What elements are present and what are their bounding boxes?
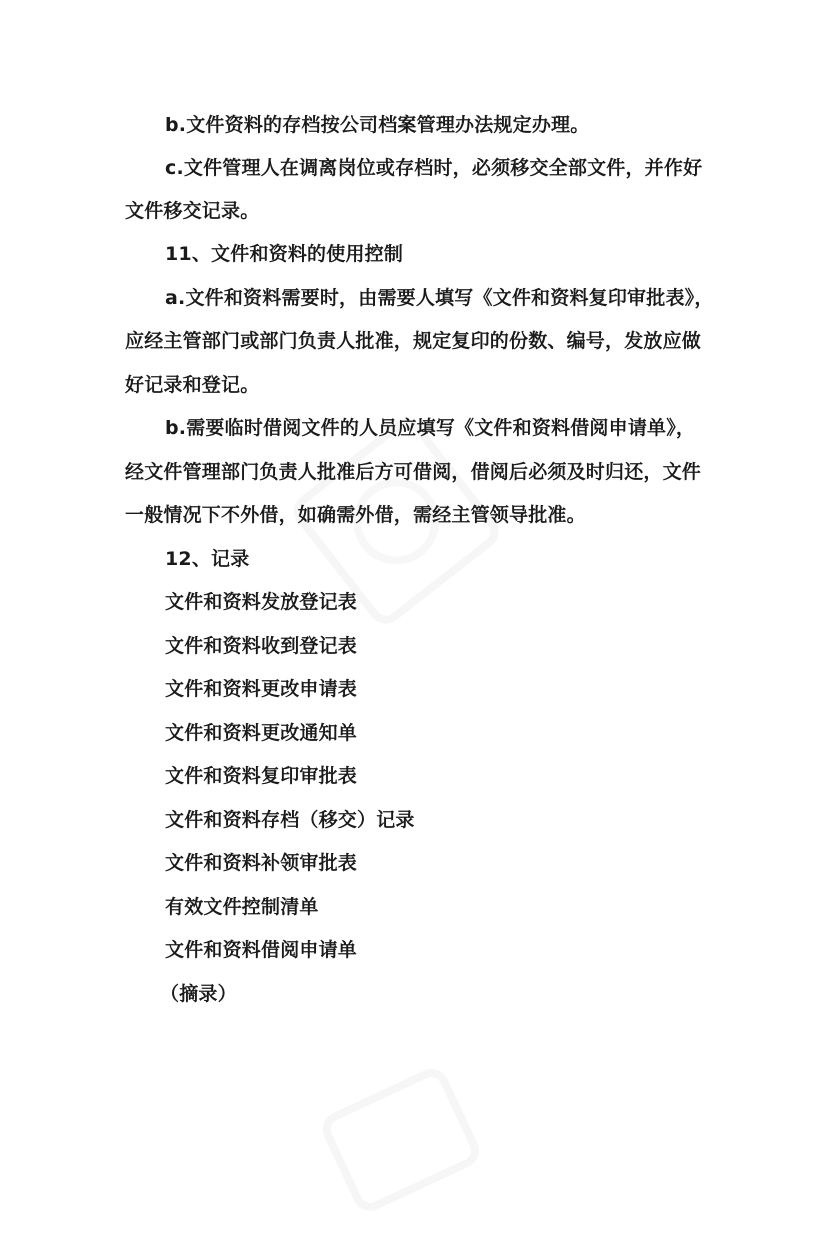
record-item: 文件和资料借阅申请单 (165, 939, 358, 961)
text-line: c.文件管理人在调离岗位或存档时，必须移交全部文件，并作好 (165, 157, 703, 179)
text-line: 应经主管部门或部门负责人批准，规定复印的份数、编号，发放应做 (125, 330, 702, 352)
text-line: b.需要临时借阅文件的人员应填写《文件和资料借阅申请单》， (165, 417, 696, 439)
text-line: 经文件管理部门负责人批准后方可借阅，借阅后必须及时归还，文件 (125, 461, 702, 483)
record-item: 有效文件控制清单 (165, 896, 319, 918)
text-line: 文件移交记录。 (125, 200, 260, 222)
section-heading: 12、记录 (165, 548, 250, 570)
record-item: 文件和资料更改申请表 (165, 678, 358, 700)
record-item: 文件和资料复印审批表 (165, 765, 358, 787)
text-line: a.文件和资料需要时，由需要人填写《文件和资料复印审批表》， (165, 287, 714, 309)
text-line: 一般情况下不外借，如确需外借，需经主管领导批准。 (125, 504, 586, 526)
watermark-bottom (276, 1023, 553, 1237)
text-line: 好记录和登记。 (125, 374, 260, 396)
record-item: 文件和资料发放登记表 (165, 591, 358, 613)
excerpt-note: （摘录） (160, 983, 237, 1005)
record-item: 文件和资料补领审批表 (165, 852, 358, 874)
section-heading: 11、文件和资料的使用控制 (165, 243, 404, 265)
record-item: 文件和资料收到登记表 (165, 635, 358, 657)
record-item: 文件和资料存档（移交）记录 (165, 809, 415, 831)
watermark-frame-bottom (317, 1063, 485, 1217)
text-line: b.文件资料的存档按公司档案管理办法规定办理。 (165, 114, 590, 136)
record-item: 文件和资料更改通知单 (165, 722, 358, 744)
